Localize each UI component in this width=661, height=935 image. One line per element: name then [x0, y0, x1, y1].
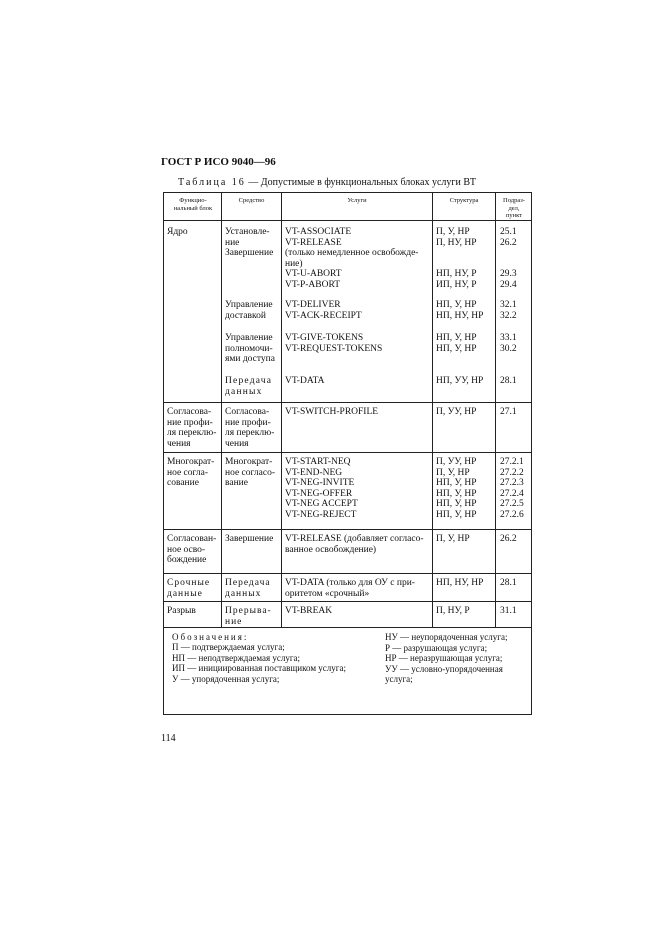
header-rule: [164, 220, 531, 221]
section-cell: 32.1 32.2: [500, 300, 517, 321]
tool-cell: Многократ- ное согласо- вание: [225, 457, 276, 489]
tool-cell: Передача данных: [225, 578, 271, 599]
legend-left: П — подтверждаемая услуга; НП — неподтверждаемая услуга; ИП — инициированная поставщиком услуга; У — упорядоченная услуга;: [172, 642, 346, 684]
col-header-block: Функцио- нальный блок: [173, 197, 213, 212]
services-cell: VT-DELIVER VT-ACK-RECEIPT: [285, 300, 362, 321]
section-cell: 25.1 26.2 29.3 29.4: [500, 227, 517, 290]
legend-rule: [164, 627, 531, 628]
services-cell: VT-DATA (только для ОУ с при- оритетом «срочный»: [285, 578, 415, 599]
block-cell: Срочные данные: [167, 578, 211, 599]
services-cell: VT-GIVE-TOKENS VT-REQUEST-TOKENS: [285, 333, 383, 354]
structure-cell: НП, УУ, НР: [436, 376, 484, 386]
document-header: ГОСТ Р ИСО 9040—96: [161, 156, 276, 168]
col-header-structure: Структура: [449, 197, 479, 204]
page-number: 114: [161, 733, 176, 744]
services-cell: VT-RELEASE (добавляет согласо- ванное освобождение): [285, 534, 424, 555]
section-cell: 26.2: [500, 534, 517, 544]
tool-cell: Управление полномочи- ями доступа: [225, 333, 275, 365]
tool-cell: Завершение: [225, 534, 274, 544]
col-header-services: Услуги: [347, 197, 367, 204]
table-caption-text: — Допустимые в функциональных блоках услуги ВТ: [245, 177, 476, 188]
structure-cell: П, УУ, НР П, У, НР НП, У, НР НП, У, НР НП, У, НР НП, У, НР: [436, 457, 477, 520]
tool-cell: Согласова- ние профи- ля переклю- чения: [225, 407, 275, 449]
services-cell: VT-ASSOCIATE VT-RELEASE (только немедленное освобожде- ние) VT-U-ABORT VT-P-ABORT: [285, 227, 419, 290]
section-cell: 27.1: [500, 407, 517, 417]
services-cell: VT-START-NEQ VT-END-NEG VT-NEG-INVITE VT-NEG-OFFER VT-NEG ACCEPT VT-NEG-REJECT: [285, 457, 358, 520]
column-rule: [495, 193, 496, 627]
row-rule: [164, 529, 531, 530]
tool-cell: Установле- ние Завершение: [225, 227, 274, 259]
structure-cell: П, У, НР: [436, 534, 470, 544]
section-cell: 28.1: [500, 578, 517, 588]
services-table: [163, 192, 532, 715]
column-rule: [281, 193, 282, 627]
row-rule: [164, 573, 531, 574]
row-rule: [164, 452, 531, 453]
section-cell: 31.1: [500, 606, 517, 616]
tool-cell: Управление доставкой: [225, 300, 273, 321]
row-rule: [164, 402, 531, 403]
services-cell: VT-SWITCH-PROFILE: [285, 407, 379, 417]
tool-cell: Передача данных: [225, 376, 273, 397]
legend-right: НУ — неупорядоченная услуга; Р — разрушающая услуга; НР — неразрушающая услуга; УУ — условно-упорядоченная услуга;: [385, 632, 508, 684]
column-rule: [432, 193, 433, 627]
table-caption: [178, 177, 476, 188]
services-cell: VT-BREAK: [285, 606, 333, 616]
block-cell: Многократ- ное согла- сование: [167, 457, 215, 489]
section-cell: 33.1 30.2: [500, 333, 517, 354]
tool-cell: Прерыва- ние: [225, 606, 272, 627]
block-cell: Согласован- ное осво- бождение: [167, 534, 217, 566]
col-header-section: Подраз- дел, пункт: [503, 197, 525, 219]
col-header-tool: Средство: [238, 197, 265, 204]
block-cell: Согласова- ние профи- ля переклю- чения: [167, 407, 217, 449]
structure-cell: П, УУ, НР: [436, 407, 477, 417]
legend-title: Обозначения:: [172, 632, 249, 642]
block-cell: Ядро: [167, 227, 188, 237]
structure-cell: П, НУ, Р: [436, 606, 470, 616]
structure-cell: НП, НУ, НР: [436, 578, 484, 588]
block-cell: Разрыв: [167, 606, 196, 616]
column-rule: [221, 193, 222, 627]
structure-cell: НП, У, НР НП, У, НР: [436, 333, 477, 354]
row-rule: [164, 601, 531, 602]
structure-cell: П, У, НР П, НУ, НР НП, НУ, Р ИП, НУ, Р: [436, 227, 477, 290]
table-caption-label: Таблица 16: [178, 177, 246, 188]
section-cell: 28.1: [500, 376, 517, 386]
services-cell: VT-DATA: [285, 376, 325, 386]
section-cell: 27.2.1 27.2.2 27.2.3 27.2.4 27.2.5 27.2.6: [500, 457, 524, 520]
structure-cell: НП, У, НР НП, НУ, НР: [436, 300, 484, 321]
